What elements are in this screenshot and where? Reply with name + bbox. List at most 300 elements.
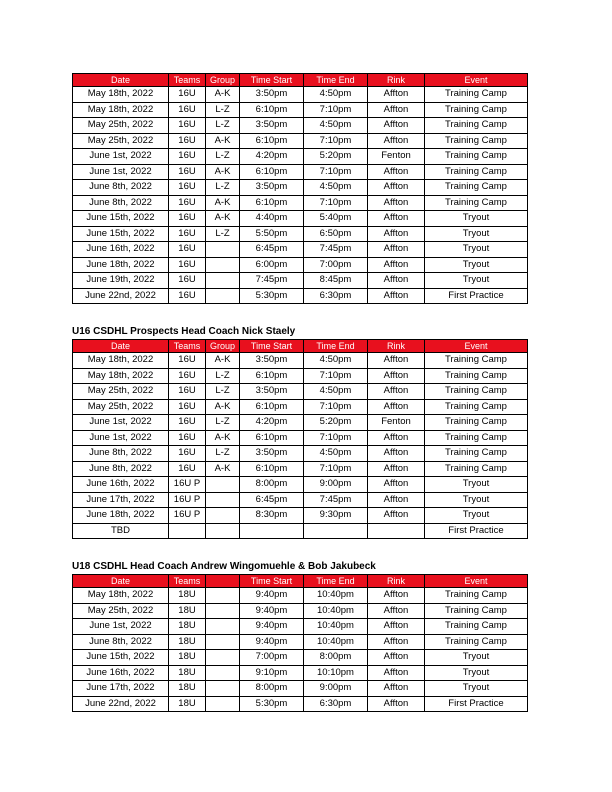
cell-rink: Affton — [368, 102, 425, 118]
cell-time-start: 6:10pm — [240, 133, 304, 149]
cell-rink: Affton — [368, 164, 425, 180]
cell-date: May 25th, 2022 — [73, 603, 169, 619]
column-header-rink: Rink — [368, 74, 425, 87]
cell-group: A-K — [206, 164, 240, 180]
cell-rink: Affton — [368, 180, 425, 196]
cell-group: L-Z — [206, 226, 240, 242]
column-header-group: Group — [206, 74, 240, 87]
cell-rink: Affton — [368, 257, 425, 273]
schedule-section-u16-prospects — [72, 326, 527, 539]
table-row — [73, 164, 528, 180]
column-header-time-end: Time End — [304, 74, 368, 87]
cell-rink: Affton — [368, 634, 425, 650]
table-row — [73, 368, 528, 384]
cell-event: Training Camp — [425, 446, 528, 462]
cell-time-start: 3:50pm — [240, 118, 304, 134]
table-header-row — [73, 340, 528, 353]
cell-event: Training Camp — [425, 87, 528, 103]
table-row — [73, 102, 528, 118]
cell-rink: Affton — [368, 619, 425, 635]
cell-time-end: 4:50pm — [304, 118, 368, 134]
cell-group — [206, 508, 240, 524]
table-row — [73, 273, 528, 289]
cell-time-start: 6:00pm — [240, 257, 304, 273]
cell-rink: Affton — [368, 118, 425, 134]
cell-teams: 16U — [169, 368, 206, 384]
cell-group: L-Z — [206, 102, 240, 118]
cell-event: First Practice — [425, 288, 528, 304]
cell-time-start: 6:10pm — [240, 102, 304, 118]
table-row — [73, 603, 528, 619]
cell-rink: Fenton — [368, 415, 425, 431]
cell-time-end: 4:50pm — [304, 384, 368, 400]
cell-rink: Affton — [368, 665, 425, 681]
cell-rink: Affton — [368, 87, 425, 103]
table-row — [73, 257, 528, 273]
cell-event: Tryout — [425, 492, 528, 508]
cell-rink: Affton — [368, 353, 425, 369]
cell-date: May 18th, 2022 — [73, 588, 169, 604]
cell-teams: 16U P — [169, 492, 206, 508]
cell-time-start — [240, 523, 304, 539]
cell-group: A-K — [206, 430, 240, 446]
table-row — [73, 461, 528, 477]
column-header-date: Date — [73, 340, 169, 353]
cell-time-end: 4:50pm — [304, 446, 368, 462]
column-header-time-start: Time Start — [240, 575, 304, 588]
cell-group — [206, 273, 240, 289]
cell-event: Tryout — [425, 257, 528, 273]
cell-time-end: 5:20pm — [304, 149, 368, 165]
cell-event: Training Camp — [425, 149, 528, 165]
cell-teams: 18U — [169, 650, 206, 666]
cell-time-start: 6:10pm — [240, 430, 304, 446]
cell-teams — [169, 523, 206, 539]
cell-teams: 18U — [169, 634, 206, 650]
cell-event: Tryout — [425, 273, 528, 289]
cell-date: June 8th, 2022 — [73, 180, 169, 196]
cell-group: A-K — [206, 353, 240, 369]
cell-time-start: 6:10pm — [240, 461, 304, 477]
cell-teams: 16U — [169, 149, 206, 165]
cell-teams: 18U — [169, 588, 206, 604]
cell-teams: 16U — [169, 399, 206, 415]
column-header-time-start: Time Start — [240, 340, 304, 353]
table-body — [73, 353, 528, 539]
cell-time-start: 8:00pm — [240, 681, 304, 697]
cell-time-end: 9:30pm — [304, 508, 368, 524]
cell-date: June 16th, 2022 — [73, 665, 169, 681]
cell-group — [206, 288, 240, 304]
cell-teams: 18U — [169, 696, 206, 712]
table-row — [73, 226, 528, 242]
cell-time-end: 7:10pm — [304, 461, 368, 477]
cell-time-start: 7:45pm — [240, 273, 304, 289]
cell-teams: 16U — [169, 430, 206, 446]
cell-rink: Affton — [368, 288, 425, 304]
cell-time-start: 9:40pm — [240, 588, 304, 604]
column-header-group: Group — [206, 340, 240, 353]
cell-group — [206, 665, 240, 681]
cell-date: May 18th, 2022 — [73, 102, 169, 118]
cell-teams: 16U — [169, 87, 206, 103]
cell-rink — [368, 523, 425, 539]
cell-event: Tryout — [425, 242, 528, 258]
table-row — [73, 446, 528, 462]
column-header-date: Date — [73, 74, 169, 87]
cell-teams: 16U — [169, 353, 206, 369]
cell-event: Training Camp — [425, 180, 528, 196]
cell-date: May 18th, 2022 — [73, 368, 169, 384]
column-header-teams: Teams — [169, 340, 206, 353]
column-header-rink: Rink — [368, 340, 425, 353]
cell-rink: Affton — [368, 273, 425, 289]
table-row — [73, 415, 528, 431]
cell-teams: 16U — [169, 102, 206, 118]
schedule-section-u16 — [72, 73, 527, 304]
cell-date: June 8th, 2022 — [73, 461, 169, 477]
cell-event: Training Camp — [425, 461, 528, 477]
table-row — [73, 508, 528, 524]
cell-date: June 8th, 2022 — [73, 634, 169, 650]
cell-time-end: 10:10pm — [304, 665, 368, 681]
cell-time-start: 6:45pm — [240, 242, 304, 258]
cell-date: June 1st, 2022 — [73, 415, 169, 431]
cell-time-start: 5:30pm — [240, 288, 304, 304]
cell-group: A-K — [206, 133, 240, 149]
table-row — [73, 180, 528, 196]
cell-time-start: 9:40pm — [240, 634, 304, 650]
cell-event: Training Camp — [425, 102, 528, 118]
cell-date: June 17th, 2022 — [73, 681, 169, 697]
table-row — [73, 118, 528, 134]
cell-rink: Affton — [368, 650, 425, 666]
cell-teams: 16U — [169, 164, 206, 180]
cell-rink: Affton — [368, 368, 425, 384]
table-row — [73, 492, 528, 508]
cell-date: June 18th, 2022 — [73, 257, 169, 273]
table-row — [73, 619, 528, 635]
cell-rink: Affton — [368, 195, 425, 211]
cell-date: June 1st, 2022 — [73, 619, 169, 635]
cell-teams: 16U — [169, 288, 206, 304]
cell-teams: 16U — [169, 118, 206, 134]
cell-time-start: 5:50pm — [240, 226, 304, 242]
cell-teams: 16U P — [169, 508, 206, 524]
column-header-time-start: Time Start — [240, 74, 304, 87]
cell-group — [206, 619, 240, 635]
cell-group — [206, 492, 240, 508]
table-row — [73, 430, 528, 446]
table-body — [73, 588, 528, 712]
cell-date: May 25th, 2022 — [73, 133, 169, 149]
cell-time-end: 10:40pm — [304, 588, 368, 604]
cell-date: June 1st, 2022 — [73, 149, 169, 165]
cell-group: A-K — [206, 211, 240, 227]
cell-time-end: 10:40pm — [304, 634, 368, 650]
table-row — [73, 523, 528, 539]
cell-teams: 18U — [169, 681, 206, 697]
cell-group — [206, 681, 240, 697]
cell-time-start: 4:20pm — [240, 415, 304, 431]
cell-group: A-K — [206, 87, 240, 103]
cell-date: June 18th, 2022 — [73, 508, 169, 524]
cell-rink: Affton — [368, 696, 425, 712]
cell-rink: Affton — [368, 588, 425, 604]
cell-teams: 16U P — [169, 477, 206, 493]
cell-time-end: 5:40pm — [304, 211, 368, 227]
cell-time-end: 7:10pm — [304, 164, 368, 180]
cell-time-end: 7:10pm — [304, 368, 368, 384]
cell-time-end — [304, 523, 368, 539]
cell-event: Tryout — [425, 650, 528, 666]
cell-event: Tryout — [425, 477, 528, 493]
cell-rink: Affton — [368, 492, 425, 508]
cell-date: May 25th, 2022 — [73, 399, 169, 415]
cell-time-end: 6:50pm — [304, 226, 368, 242]
cell-time-end: 8:00pm — [304, 650, 368, 666]
cell-date: June 22nd, 2022 — [73, 288, 169, 304]
schedule-section-u18 — [72, 561, 527, 712]
cell-group — [206, 477, 240, 493]
cell-group: A-K — [206, 461, 240, 477]
cell-time-start: 6:10pm — [240, 164, 304, 180]
table-row — [73, 288, 528, 304]
cell-event: Training Camp — [425, 619, 528, 635]
cell-time-start: 4:20pm — [240, 149, 304, 165]
cell-time-end: 6:30pm — [304, 288, 368, 304]
cell-teams: 16U — [169, 384, 206, 400]
cell-time-start: 6:10pm — [240, 399, 304, 415]
cell-date: June 8th, 2022 — [73, 195, 169, 211]
cell-date: June 15th, 2022 — [73, 650, 169, 666]
cell-event: Training Camp — [425, 195, 528, 211]
column-header-time-end: Time End — [304, 340, 368, 353]
table-row — [73, 195, 528, 211]
cell-time-end: 6:30pm — [304, 696, 368, 712]
schedule-table — [72, 574, 528, 712]
table-row — [73, 353, 528, 369]
cell-rink: Affton — [368, 461, 425, 477]
cell-group: L-Z — [206, 446, 240, 462]
cell-time-end: 5:20pm — [304, 415, 368, 431]
cell-rink: Affton — [368, 226, 425, 242]
cell-rink: Affton — [368, 133, 425, 149]
cell-teams: 18U — [169, 665, 206, 681]
cell-event: Tryout — [425, 211, 528, 227]
cell-date: May 18th, 2022 — [73, 353, 169, 369]
table-row — [73, 681, 528, 697]
cell-date: June 19th, 2022 — [73, 273, 169, 289]
cell-time-start: 9:40pm — [240, 603, 304, 619]
cell-event: Tryout — [425, 226, 528, 242]
table-header-row — [73, 74, 528, 87]
cell-time-start: 8:00pm — [240, 477, 304, 493]
cell-time-start: 5:30pm — [240, 696, 304, 712]
cell-time-end: 9:00pm — [304, 477, 368, 493]
cell-teams: 16U — [169, 211, 206, 227]
cell-time-start: 3:50pm — [240, 446, 304, 462]
cell-teams: 16U — [169, 446, 206, 462]
cell-group — [206, 242, 240, 258]
cell-date: June 16th, 2022 — [73, 477, 169, 493]
cell-time-end: 7:10pm — [304, 195, 368, 211]
cell-time-end: 7:10pm — [304, 399, 368, 415]
cell-date: May 25th, 2022 — [73, 384, 169, 400]
cell-rink: Affton — [368, 384, 425, 400]
cell-group: L-Z — [206, 368, 240, 384]
cell-rink: Fenton — [368, 149, 425, 165]
cell-event: Training Camp — [425, 634, 528, 650]
table-row — [73, 665, 528, 681]
cell-group — [206, 603, 240, 619]
cell-time-start: 3:50pm — [240, 384, 304, 400]
column-header-date: Date — [73, 575, 169, 588]
cell-group — [206, 696, 240, 712]
cell-date: June 17th, 2022 — [73, 492, 169, 508]
cell-teams: 16U — [169, 273, 206, 289]
cell-date: June 1st, 2022 — [73, 164, 169, 180]
cell-time-end: 7:45pm — [304, 242, 368, 258]
cell-teams: 18U — [169, 619, 206, 635]
cell-event: Tryout — [425, 508, 528, 524]
cell-time-end: 4:50pm — [304, 87, 368, 103]
cell-teams: 18U — [169, 603, 206, 619]
cell-rink: Affton — [368, 399, 425, 415]
cell-time-end: 10:40pm — [304, 619, 368, 635]
cell-date: May 18th, 2022 — [73, 87, 169, 103]
cell-teams: 16U — [169, 461, 206, 477]
cell-group: L-Z — [206, 149, 240, 165]
cell-rink: Affton — [368, 242, 425, 258]
cell-event: Training Camp — [425, 368, 528, 384]
cell-event: Training Camp — [425, 588, 528, 604]
table-row — [73, 696, 528, 712]
column-header-teams: Teams — [169, 575, 206, 588]
cell-time-end: 7:00pm — [304, 257, 368, 273]
cell-event: Tryout — [425, 665, 528, 681]
table-row — [73, 588, 528, 604]
cell-time-start: 7:00pm — [240, 650, 304, 666]
cell-rink: Affton — [368, 477, 425, 493]
table-header-row — [73, 575, 528, 588]
cell-time-end: 7:10pm — [304, 133, 368, 149]
table-row — [73, 87, 528, 103]
cell-time-start: 3:50pm — [240, 87, 304, 103]
cell-group: L-Z — [206, 118, 240, 134]
cell-event: Training Camp — [425, 118, 528, 134]
cell-group: A-K — [206, 195, 240, 211]
table-row — [73, 384, 528, 400]
cell-event: Training Camp — [425, 353, 528, 369]
cell-time-end: 9:00pm — [304, 681, 368, 697]
section-title: U16 CSDHL Prospects Head Coach Nick Staely — [72, 326, 296, 337]
cell-date: June 8th, 2022 — [73, 446, 169, 462]
cell-event: Training Camp — [425, 133, 528, 149]
schedule-table — [72, 73, 528, 304]
table-row — [73, 399, 528, 415]
cell-group: A-K — [206, 399, 240, 415]
column-header-teams: Teams — [169, 74, 206, 87]
cell-time-start: 9:40pm — [240, 619, 304, 635]
cell-group: L-Z — [206, 415, 240, 431]
cell-event: Training Camp — [425, 399, 528, 415]
table-row — [73, 133, 528, 149]
cell-event: Training Camp — [425, 415, 528, 431]
cell-time-end: 10:40pm — [304, 603, 368, 619]
cell-teams: 16U — [169, 195, 206, 211]
table-row — [73, 211, 528, 227]
cell-group — [206, 588, 240, 604]
schedule-table — [72, 339, 528, 539]
cell-teams: 16U — [169, 226, 206, 242]
table-row — [73, 477, 528, 493]
cell-group — [206, 257, 240, 273]
cell-group: L-Z — [206, 384, 240, 400]
cell-date: June 16th, 2022 — [73, 242, 169, 258]
column-header-time-end: Time End — [304, 575, 368, 588]
cell-time-start: 6:45pm — [240, 492, 304, 508]
section-title: U18 CSDHL Head Coach Andrew Wingomuehle & Bob Jakubeck — [72, 561, 376, 572]
column-header-rink: Rink — [368, 575, 425, 588]
cell-time-end: 8:45pm — [304, 273, 368, 289]
cell-date: June 15th, 2022 — [73, 226, 169, 242]
cell-rink: Affton — [368, 430, 425, 446]
cell-date: June 22nd, 2022 — [73, 696, 169, 712]
cell-event: Training Camp — [425, 384, 528, 400]
cell-time-start: 4:40pm — [240, 211, 304, 227]
cell-time-end: 4:50pm — [304, 180, 368, 196]
cell-date: TBD — [73, 523, 169, 539]
cell-teams: 16U — [169, 257, 206, 273]
table-row — [73, 634, 528, 650]
cell-group: L-Z — [206, 180, 240, 196]
cell-event: Tryout — [425, 681, 528, 697]
column-header-event: Event — [425, 74, 528, 87]
table-row — [73, 149, 528, 165]
cell-date: June 1st, 2022 — [73, 430, 169, 446]
cell-time-end: 4:50pm — [304, 353, 368, 369]
cell-teams: 16U — [169, 415, 206, 431]
column-header-group — [206, 575, 240, 588]
table-row — [73, 650, 528, 666]
cell-rink: Affton — [368, 211, 425, 227]
cell-time-end: 7:10pm — [304, 430, 368, 446]
cell-teams: 16U — [169, 180, 206, 196]
cell-time-start: 6:10pm — [240, 368, 304, 384]
cell-event: First Practice — [425, 523, 528, 539]
cell-date: June 15th, 2022 — [73, 211, 169, 227]
cell-teams: 16U — [169, 133, 206, 149]
cell-date: May 25th, 2022 — [73, 118, 169, 134]
cell-time-end: 7:45pm — [304, 492, 368, 508]
cell-time-end: 7:10pm — [304, 102, 368, 118]
cell-rink: Affton — [368, 508, 425, 524]
cell-event: Training Camp — [425, 164, 528, 180]
cell-time-start: 8:30pm — [240, 508, 304, 524]
cell-event: Training Camp — [425, 603, 528, 619]
cell-group — [206, 650, 240, 666]
cell-event: First Practice — [425, 696, 528, 712]
cell-group — [206, 634, 240, 650]
column-header-event: Event — [425, 575, 528, 588]
cell-time-start: 3:50pm — [240, 180, 304, 196]
cell-group — [206, 523, 240, 539]
table-body — [73, 87, 528, 304]
cell-time-start: 3:50pm — [240, 353, 304, 369]
cell-time-start: 6:10pm — [240, 195, 304, 211]
table-row — [73, 242, 528, 258]
